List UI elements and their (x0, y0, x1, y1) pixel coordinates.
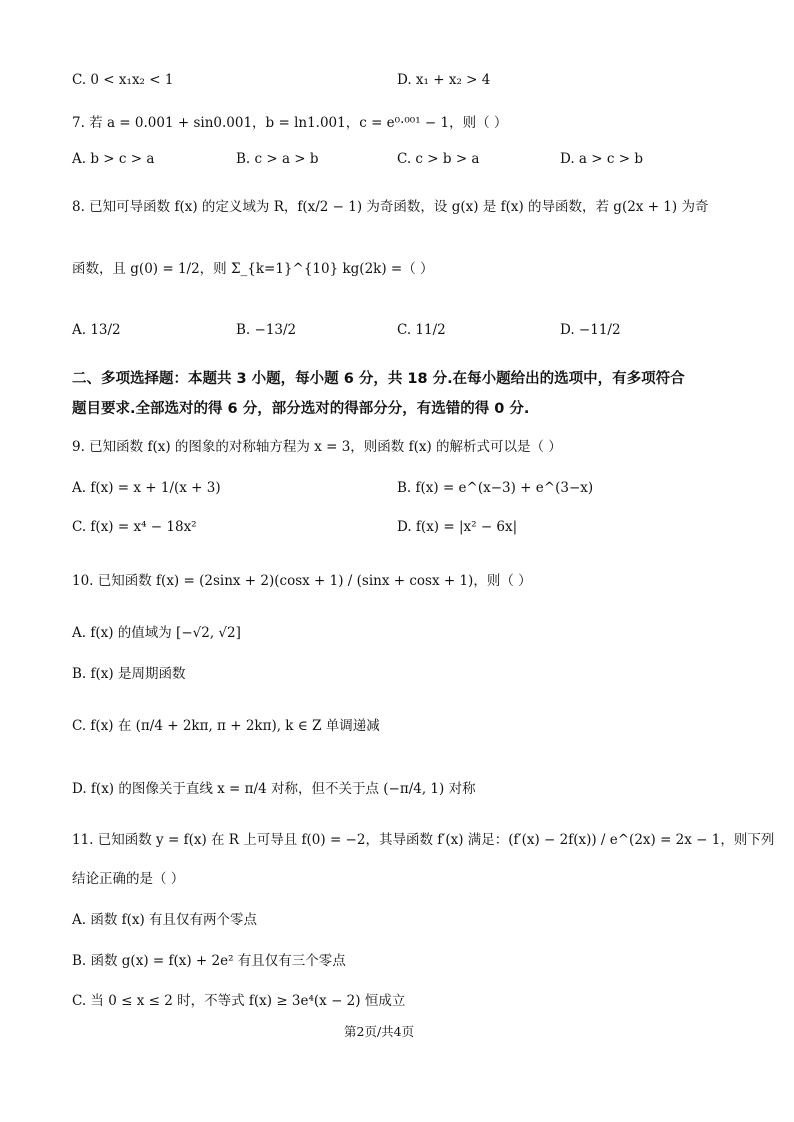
option-a: A. 函数 f(x) 有且仅有两个零点 (72, 912, 258, 928)
option-d: D. a > c > b (560, 151, 643, 167)
question-9: 9. 已知函数 f(x) 的图象的对称轴方程为 x = 3，则函数 f(x) 的解析式可以是（ ） (72, 439, 562, 455)
option-b: B. f(x) 是周期函数 (72, 666, 186, 682)
option-c: C. f(x) 在 (π/4 + 2kπ, π + 2kπ), k ∈ Z 单调递减 (72, 718, 380, 734)
option-d: D. x₁ + x₂ > 4 (397, 72, 491, 88)
section-heading: 二、多项选择题：本题共 3 小题，每小题 6 分，共 18 分.在每小题给出的选项中，有多项符合 (72, 371, 685, 387)
option-b: B. c > a > b (236, 151, 319, 167)
option-b: B. 函数 g(x) = f(x) + 2e² 有且仅有三个零点 (72, 953, 346, 969)
option-a: A. 13/2 (72, 322, 121, 338)
question-10: 10. 已知函数 f(x) = (2sinx + 2)(cosx + 1) / (sinx + cosx + 1)，则（ ） (72, 573, 532, 589)
question-8: 8. 已知可导函数 f(x) 的定义域为 R，f(x/2 − 1) 为奇函数，设 g(x) 是 f(x) 的导函数，若 g(2x + 1) 为奇 (72, 199, 709, 215)
question-11-cont: 结论正确的是（ ） (72, 871, 185, 887)
option-b: B. −13/2 (236, 322, 297, 338)
option-c: C. 11/2 (397, 322, 446, 338)
option-a: A. f(x) 的值域为 [−√2, √2] (72, 625, 241, 641)
option-c: C. 当 0 ≤ x ≤ 2 时，不等式 f(x) ≥ 3e⁴(x − 2) 恒成立 (72, 993, 406, 1009)
option-d: D. f(x) 的图像关于直线 x = π/4 对称，但不关于点 (−π/4, 1) 对称 (72, 781, 476, 797)
question-7: 7. 若 a = 0.001 + sin0.001，b = ln1.001，c = e⁰·⁰⁰¹ − 1，则（ ） (72, 115, 508, 131)
question-8-cont: 函数，且 g(0) = 1/2，则 Σ_{k=1}^{10} kg(2k) =（ ） (72, 261, 434, 277)
option-a: A. b > c > a (72, 151, 155, 167)
page-footer: 第2页/共4页 (344, 1024, 415, 1039)
option-d: D. f(x) = |x² − 6x| (397, 519, 518, 535)
question-11: 11. 已知函数 y = f(x) 在 R 上可导且 f(0) = −2，其导函数 f′(x) 满足：(f′(x) − 2f(x)) / e^(2x) = 2x − 1，则下列 (72, 832, 775, 848)
option-c: C. 0 < x₁x₂ < 1 (72, 72, 174, 88)
option-b: B. f(x) = e^(x−3) + e^(3−x) (397, 480, 594, 496)
section-heading-cont: 题目要求.全部选对的得 6 分，部分选对的得部分分，有选错的得 0 分. (72, 401, 530, 417)
option-c: C. f(x) = x⁴ − 18x² (72, 519, 197, 535)
option-a: A. f(x) = x + 1/(x + 3) (72, 480, 221, 496)
option-c: C. c > b > a (397, 151, 480, 167)
option-d: D. −11/2 (560, 322, 621, 338)
